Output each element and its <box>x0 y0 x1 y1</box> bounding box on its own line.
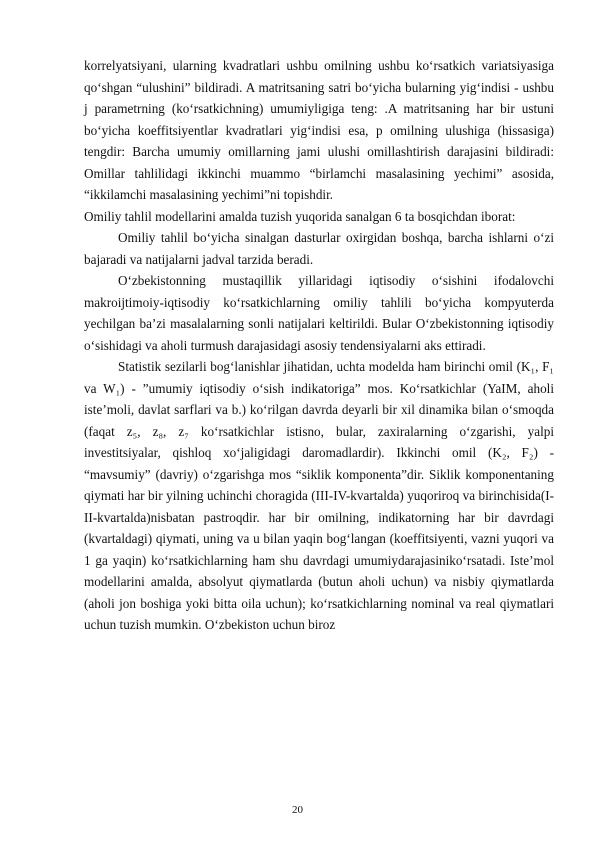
body-text <box>84 55 554 636</box>
page-number: 20 <box>292 804 303 816</box>
paragraph-software: Omiliy tahlil bo‘yicha sinalgan dasturlar oxirgidan boshqa, barcha ishlarni o‘zi bajaradi va natijalarni jadval tarzida beradi. <box>84 230 554 267</box>
paragraph-factor-loadings: korrelyatsiyani, ularning kvadratlari ushbu omilning ushbu ko‘rsatkich variatsiyasiga qo‘shgan “ulushini” bildiradi. A matritsaning satri bo‘yicha bularning yig‘indisi - ushbu j parametrning (ko‘rsatkichning) umumiyligiga teng: .A matritsaning har bir ustuni bo‘yicha koeffitsiyentlar kvadratlari yig‘indisi esa, p omilning ulushiga (hissasiga) tengdir: Barcha umumiy omillarning jami ulushi omillashtirish darajasini bildiradi: Omillar tahlilidagi ikkinchi muammo “birlamchi masalasining yechimi” asosida, “ikkilamchi masalasining yechimi”ni topishdir. <box>84 58 554 202</box>
paragraph-model-stages: Omiliy tahlil modellarini amalda tuzish yuqorida sanalgan 6 ta bosqichdan iborat: <box>84 208 516 224</box>
paragraph-statistical-links: Statistik sezilarli bog‘lanishlar jihatidan, uchta modelda ham birinchi omil (K₁, F₁ va W₁) - ”umumiy iqtisodiy o‘sish indikatoriga” mos. Ko‘rsatkichlar (YaIM, aholi iste’moli, davlat sarflari va b.) ko‘rilgan davrda deyarli bir xil dinamika bilan o‘smoqda (faqat z₅, z₈, z₇ ko‘rsatkichlar istisno, bular, zaxiralarning o‘zgarishi, yalpi investitsiyalar, qishloq xo‘jaligidagi daromadlardir). Ikkinchi omil (K₂, F₂) - “mavsumiy” (davriy) o‘zgarishga mos “siklik komponenta”dir. Siklik komponentaning qiymati har bir yilning uchinchi choragida (III-IV-kvartalda) yuqoriroq va birinchisida(I-II-kvartalda)nisbatan pastroqdir. har bir omilning, indikatorning har bir davrdagi (kvartaldagi) qiymati, uning va u bilan yaqin bog‘langan (koeffitsiyenti, vazni yuqori va 1 ga yaqin) ko‘rsatkichlarning ham shu davrdagi umumiydarajasiniko‘rsatadi. Iste’mol modellarini amalda, absolyut qiymatlarda (butun aholi uchun) va nisbiy qiymatlarda (aholi jon boshiga yoki bitta oila uchun); ko‘rsatkichlarning nominal va real qiymatlari uchun tuzish mumkin. O‘zbekiston uchun biroz <box>84 359 554 632</box>
paragraph-uzbekistan-results: O‘zbekistonning mustaqillik yillaridagi iqtisodiy o‘sishini ifodalovchi makroijtimoiy-iqtisodiy ko‘rsatkichlarning omiliy tahlili bo‘yicha kompyuterda yechilgan ba’zi masalalarning sonli natijalari keltirildi. Bular O‘zbekistonning iqtisodiy o‘sishidagi va aholi turmush darajasidagi asosiy tendensiyalarni aks ettiradi. <box>84 273 554 353</box>
